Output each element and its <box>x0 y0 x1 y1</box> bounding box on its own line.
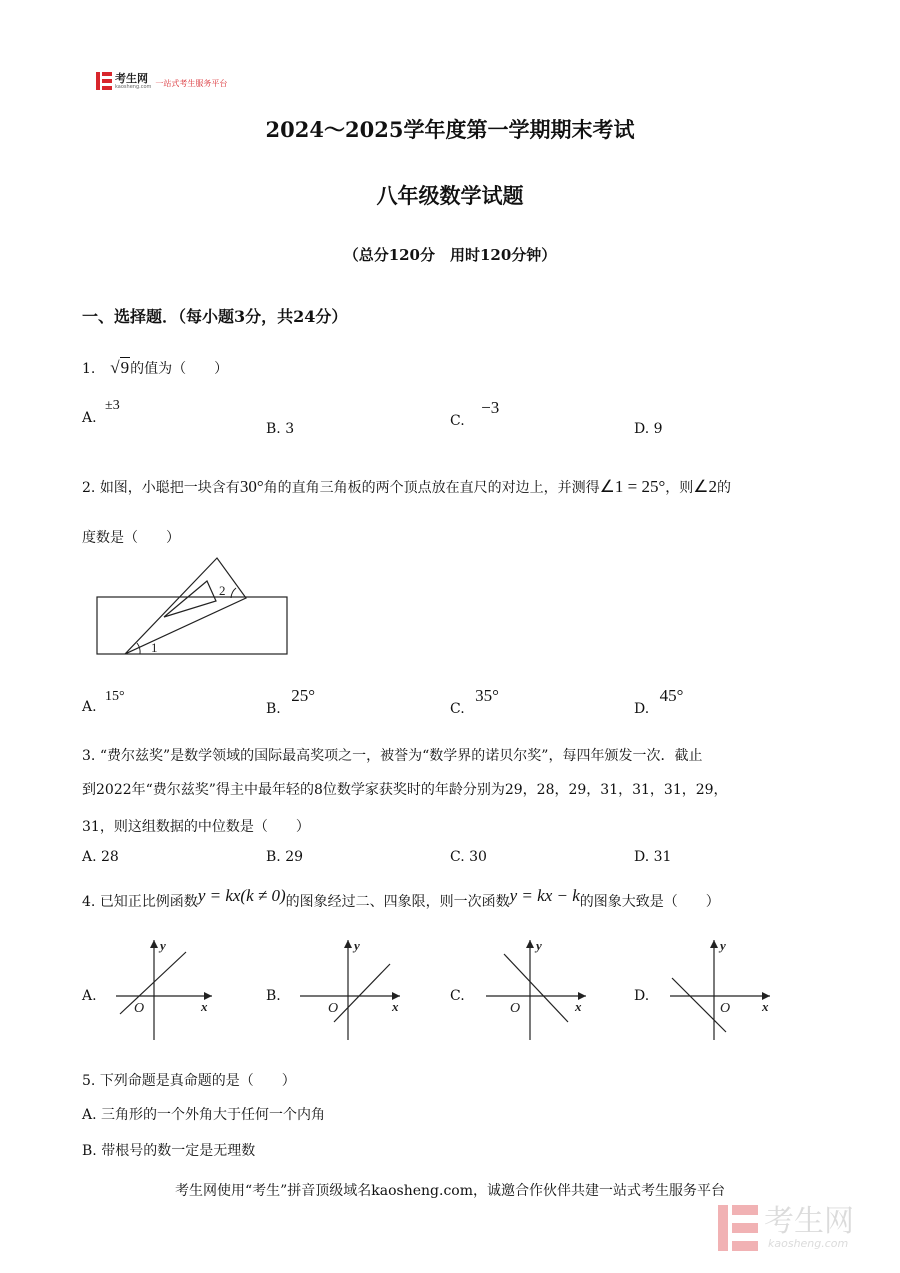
y-label: y <box>160 938 166 953</box>
option-label: B. <box>266 849 281 865</box>
q4-option-d-label[interactable]: D. <box>634 988 650 1004</box>
question-number: 4. <box>82 894 96 910</box>
question-stem: 角的直角三角板的两个顶点放在直尺的对边上，并测得 <box>263 480 600 496</box>
question-stem: 已知正比例函数 <box>99 894 198 910</box>
option-value: 35° <box>475 686 499 705</box>
question-stem: 的 <box>717 480 732 496</box>
option-label: D. <box>634 701 650 717</box>
option-label: D. <box>634 849 650 865</box>
question-1 <box>82 358 228 378</box>
q4-option-a-label[interactable]: A. <box>82 988 97 1004</box>
option-value: 9 <box>653 421 663 437</box>
question-number: 1. <box>82 361 96 377</box>
q4-option-b-label[interactable]: B. <box>266 988 281 1004</box>
function-line <box>120 952 186 1014</box>
sqrt-expression: √9 <box>110 358 130 377</box>
watermark-icon <box>718 1205 758 1251</box>
option-label: A. <box>82 849 97 865</box>
y-axis-arrow <box>710 940 718 948</box>
q2-option-c[interactable] <box>450 686 499 717</box>
option-label: B. <box>266 701 281 717</box>
y-axis-arrow <box>150 940 158 948</box>
option-label: B. <box>82 1143 97 1159</box>
question-2-line2: 度数是（ ） <box>82 530 180 546</box>
question-3 <box>82 745 702 765</box>
question-3-line3: 31，则这组数据的中位数是（ ） <box>82 819 310 835</box>
watermark-name: 考生网 <box>764 1203 854 1239</box>
ruler-rect <box>97 597 287 654</box>
origin-label: O <box>510 1001 521 1016</box>
option-value: 三角形的一个外角大于任何一个内角 <box>101 1107 326 1123</box>
option-label: D. <box>634 421 650 437</box>
y-label: y <box>720 938 726 953</box>
exam-subject: 八年级数学试题 <box>376 183 524 208</box>
q3-option-b[interactable] <box>266 849 303 865</box>
origin-label: O <box>328 1001 339 1016</box>
option-value: 28 <box>101 849 119 865</box>
q3-option-d[interactable] <box>634 849 671 865</box>
q1-option-a[interactable] <box>82 398 120 427</box>
option-value: 30 <box>469 849 487 865</box>
question-stem: 的图象经过二、四象限，则一次函数 <box>285 894 510 910</box>
q1-option-c[interactable] <box>450 398 500 430</box>
logo-domain: kaosheng.com <box>115 83 152 90</box>
y-label: y <box>354 938 360 953</box>
q4-graph-b[interactable] <box>296 932 406 1044</box>
radicand: 9 <box>120 358 130 377</box>
q3-option-c[interactable] <box>450 849 487 865</box>
math-angle-2: ∠2 <box>693 477 718 496</box>
option-value: 45° <box>659 686 684 705</box>
page-footer: 考生网使用“考生”拼音顶级域名kaosheng.com，诚邀合作伙伴共建一站式考生服务平台 <box>174 1183 726 1199</box>
watermark-logo <box>718 1205 854 1251</box>
q3-option-a[interactable] <box>82 849 119 865</box>
x-label: x <box>201 999 208 1014</box>
q5-option-b[interactable] <box>82 1140 255 1160</box>
question-stem: 下列命题是真命题的是（ ） <box>99 1073 296 1089</box>
math-angle-30: 30° <box>239 477 264 496</box>
header-logo[interactable] <box>96 72 227 90</box>
option-label: A. <box>82 1107 97 1123</box>
option-label: A. <box>82 699 97 715</box>
ruler-triangle-figure <box>96 556 290 658</box>
option-value: 3 <box>285 421 295 437</box>
q4-graph-c[interactable] <box>482 932 592 1044</box>
option-value: 25° <box>291 686 316 705</box>
option-label: B. <box>266 421 281 437</box>
q4-graph-d[interactable] <box>666 932 776 1044</box>
question-number: 2. <box>82 480 96 496</box>
question-5 <box>82 1070 296 1090</box>
function-line <box>334 964 390 1022</box>
option-value: 15° <box>105 689 125 704</box>
option-value: 31 <box>653 849 672 865</box>
question-3-line2: 到2022年“费尔兹奖”得主中最年轻的8位数学家获奖时的年龄分别为29，28，29，31，31，31，29， <box>82 782 728 798</box>
math-function-1: y = kx(k ≠ 0) <box>197 886 286 905</box>
math-function-2: y = kx − k <box>509 886 580 905</box>
math-angle-1: ∠1 = 25° <box>599 477 666 496</box>
q1-option-d[interactable] <box>634 421 663 437</box>
q5-option-a[interactable] <box>82 1104 325 1124</box>
triangle-outer <box>125 558 246 654</box>
option-label: C. <box>450 413 465 429</box>
option-label: C. <box>450 849 465 865</box>
function-line <box>672 978 726 1032</box>
option-label: C. <box>450 701 465 717</box>
q4-option-c-label[interactable]: C. <box>450 988 465 1004</box>
x-label: x <box>762 999 769 1014</box>
origin-label: O <box>134 1001 145 1016</box>
x-label: x <box>575 999 582 1014</box>
watermark-domain: kaosheng.com <box>768 1236 849 1250</box>
exam-title: 2024～2025学年度第一学期期末考试 <box>265 117 635 142</box>
option-label: A. <box>82 410 97 426</box>
logo-name: 考生网 <box>115 71 148 85</box>
question-stem: 的图象大致是（ ） <box>579 894 720 910</box>
question-number: 5. <box>82 1073 96 1089</box>
option-value: 带根号的数一定是无理数 <box>101 1143 256 1159</box>
question-stem: ，则 <box>665 480 694 496</box>
q2-option-d[interactable] <box>634 686 684 717</box>
logo-slogan: 一站式考生服务平台 <box>155 78 228 88</box>
question-number: 3. <box>82 748 96 764</box>
figure-label-2: 2 <box>219 583 226 598</box>
q2-option-a[interactable] <box>82 688 125 715</box>
figure-label-1: 1 <box>151 640 158 655</box>
q4-graph-a[interactable] <box>108 932 218 1044</box>
origin-label: O <box>720 1001 731 1016</box>
question-2 <box>82 477 731 497</box>
q1-option-b[interactable] <box>266 421 294 437</box>
question-stem: 如图，小聪把一块含有 <box>99 480 240 496</box>
q2-option-b[interactable] <box>266 686 316 717</box>
logo-icon <box>96 72 112 90</box>
section-heading: 一、选择题．（每小题3分，共24分） <box>82 307 348 326</box>
y-axis-arrow <box>526 940 534 948</box>
y-axis-arrow <box>344 940 352 948</box>
option-value: 29 <box>285 849 304 865</box>
option-value: −3 <box>481 398 500 417</box>
y-label: y <box>536 938 542 953</box>
option-value: ±3 <box>105 398 120 413</box>
exam-info: （总分120分 用时120分钟） <box>343 246 557 264</box>
x-label: x <box>392 999 399 1014</box>
question-stem: “费尔兹奖”是数学领域的国际最高奖项之一，被誉为“数学界的诺贝尔奖”，每四年颁发一次．截止 <box>99 748 703 764</box>
question-4 <box>82 886 720 911</box>
question-stem: 的值为（ ） <box>130 361 229 377</box>
